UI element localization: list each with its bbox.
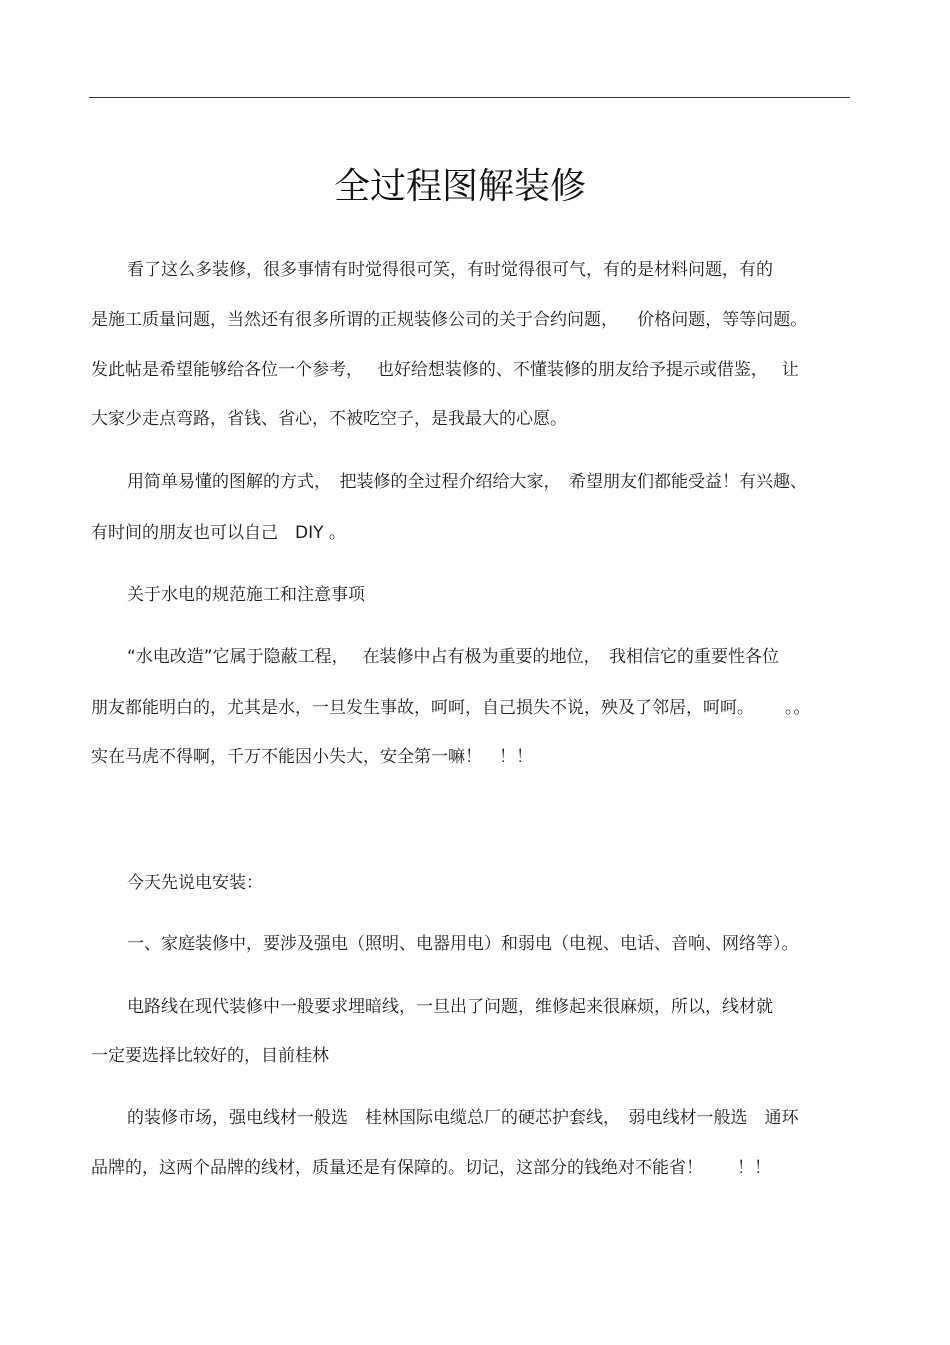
paragraph-line: 看了这么多装修，很多事情有时觉得很可笑，有时觉得很可气，有的是材料问题，有的: [127, 260, 773, 280]
paragraph-line: 发此帖是希望能够给各位一个参考， 也好给想装修的、不懂装修的朋友给予提示或借鉴， 让: [91, 360, 799, 380]
section-heading: 关于水电的规范施工和注意事项: [127, 585, 365, 605]
paragraph-line: 电路线在现代装修中一般要求埋暗线，一旦出了问题，维修起来很麻烦，所以，线材就: [127, 997, 773, 1017]
paragraph-line: “水电改造”它属于隐蔽工程， 在装修中占有极为重要的地位， 我相信它的重要性各位: [127, 647, 780, 667]
header-rule: [89, 97, 850, 98]
paragraph-line: 一、家庭装修中，要涉及强电（照明、电器用电）和弱电（电视、电话、音响、网络等）。: [127, 934, 799, 954]
page-title: 全过程图解装修: [333, 166, 586, 207]
paragraph-line: 一定要选择比较好的，目前桂林: [91, 1046, 329, 1066]
paragraph-line: 有时间的朋友也可以自己 DIY 。: [91, 523, 346, 543]
paragraph-line: 是施工质量问题，当然还有很多所谓的正规装修公司的关于合约问题， 价格问题，等等问题。: [91, 310, 808, 330]
paragraph-line: 品牌的，这两个品牌的线材，质量还是有保障的。切记，这部分的钱绝对不能省！ ！！: [91, 1158, 771, 1178]
paragraph-line: 大家少走点弯路，省钱、省心，不被吃空子，是我最大的心愿。: [91, 409, 567, 429]
paragraph-line: 的装修市场，强电线材一般选 桂林国际电缆总厂的硬芯护套线， 弱电线材一般选 通环: [127, 1108, 799, 1128]
paragraph-line: 用简单易懂的图解的方式， 把装修的全过程介绍给大家， 希望朋友们都能受益！有兴趣、: [127, 472, 807, 492]
section-heading: 今天先说电安装：: [127, 873, 263, 893]
paragraph-line: 朋友都能明白的，尤其是水，一旦发生事故，呵呵，自己损失不说，殃及了邻居，呵呵。 。。: [91, 698, 811, 718]
paragraph-line: 实在马虎不得啊，千万不能因小失大，安全第一嘛！ ！！: [91, 747, 533, 767]
